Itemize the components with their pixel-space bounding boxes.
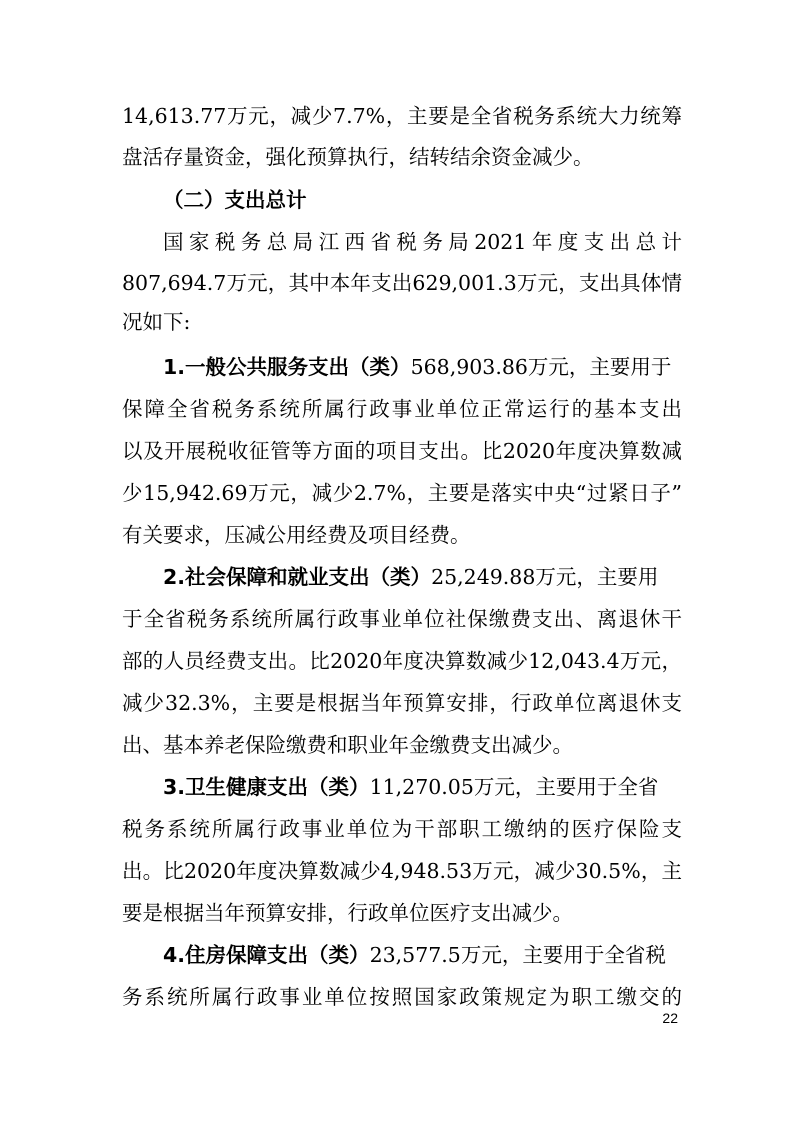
section-heading: （二）支出总计 [163, 188, 307, 212]
item-heading: 2.社会保障和就业支出（类） [163, 565, 432, 589]
text-line: 减少32.3%，主要是根据当年预算安排，行政单位离退休支 [122, 691, 682, 715]
page-number: 22 [662, 1010, 678, 1026]
text-line: 盘活存量资金，强化预算执行，结转结余资金减少。 [122, 145, 594, 169]
item-heading-line [163, 347, 682, 387]
text-line: 有关要求，压减公用经费及项目经费。 [122, 523, 471, 547]
item-heading-line [163, 557, 682, 597]
text-line: 况如下: [122, 310, 191, 334]
item-text: 23,577.5万元，主要用于全省税 [369, 943, 666, 967]
item-text: 11,270.05万元，主要用于全省 [369, 775, 659, 799]
item-heading-line [163, 767, 682, 807]
text-line: 务系统所属行政事业单位按照国家政策规定为职工缴交的 [122, 985, 682, 1009]
text-line: 以及开展税收征管等方面的项目支出。比2020年度决算数减 [122, 439, 682, 463]
item-heading: 3.卫生健康支出（类） [163, 775, 370, 799]
text-line: 国家税务总局江西省税务局2021年度支出总计 [163, 230, 682, 254]
item-text: 25,249.88万元，主要用 [431, 565, 659, 589]
text-line: 税务系统所属行政事业单位为干部职工缴纳的医疗保险支 [122, 817, 682, 841]
text-line: 出、基本养老保险缴费和职业年金缴费支出减少。 [122, 733, 573, 757]
text-line: 807,694.7万元，其中本年支出629,001.3万元，支出具体情 [122, 271, 682, 295]
item-heading-line [163, 935, 682, 975]
text-line: 14,613.77万元，减少7.7%，主要是全省税务系统大力统筹 [122, 104, 682, 128]
text-line: 少15,942.69万元，减少2.7%，主要是落实中央“过紧日子” [122, 481, 682, 505]
text-line: 部的人员经费支出。比2020年度决算数减少12,043.4万元， [122, 649, 682, 673]
item-heading: 1.一般公共服务支出（类） [163, 355, 411, 379]
text-line: 要是根据当年预算安排，行政单位医疗支出减少。 [122, 901, 573, 925]
text-line: 于全省税务系统所属行政事业单位社保缴费支出、离退休干 [122, 607, 682, 631]
text-line: 出。比2020年度决算数减少4,948.53万元，减少30.5%，主 [122, 859, 682, 883]
item-text: 568,903.86万元，主要用于 [410, 355, 672, 379]
text-line: 保障全省税务系统所属行政事业单位正常运行的基本支出 [122, 397, 682, 421]
item-heading: 4.住房保障支出（类） [163, 943, 370, 967]
